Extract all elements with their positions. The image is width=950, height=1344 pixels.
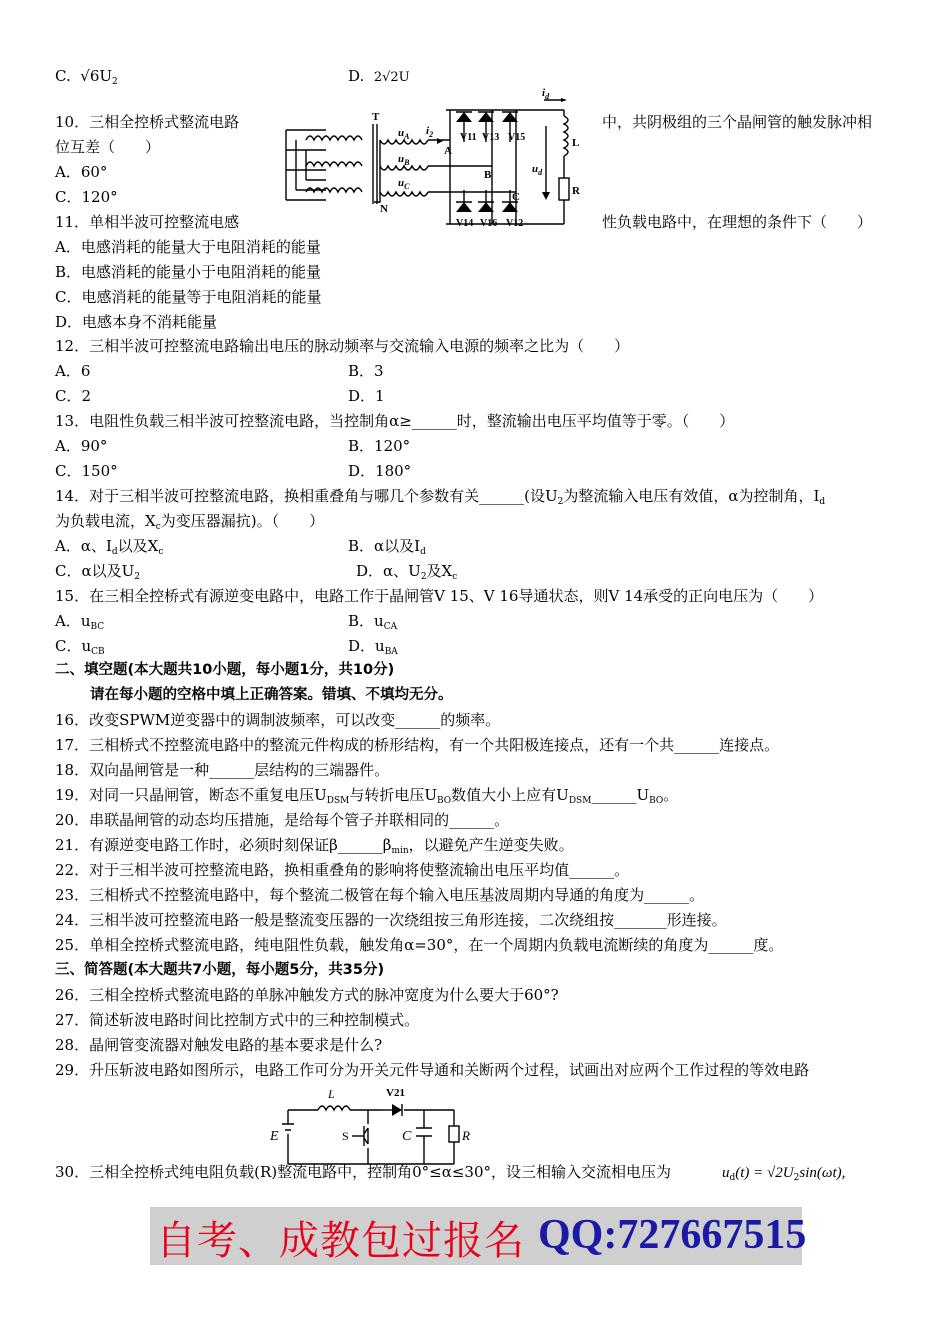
q16: 16．改变SPWM逆变器中的调制波频率，可以改变______的频率。 [55, 711, 501, 729]
q11-option-a: A．电感消耗的能量大于电阻消耗的能量 [55, 238, 321, 256]
q11-option-d: D．电感本身不消耗能量 [55, 313, 218, 331]
q15-option-b: B．$u_{CA}$ [348, 612, 398, 632]
promo-banner [150, 1207, 807, 1265]
q27: 27．简述斩波电路时间比控制方式中的三种控制模式。 [55, 1011, 420, 1029]
label-R2: R [462, 1128, 470, 1143]
label-C2: C [402, 1129, 412, 1144]
label-V12: V12 [506, 218, 524, 229]
label-V11: V11 [460, 132, 477, 143]
q10-stem-a: 10．三相全控桥式整流电路 [55, 113, 240, 131]
q14-stem-b: 为负载电流，$X_c$为变压器漏抗)。（ ） [55, 512, 325, 532]
q14-option-b: B．α以及$I_d$ [348, 537, 426, 557]
label-uC: $u_C$ [398, 177, 410, 191]
q11-option-c: C．电感消耗的能量等于电阻消耗的能量 [55, 288, 322, 306]
label-id: $i_d$ [542, 87, 550, 101]
label-V14: V14 [456, 218, 474, 229]
q22: 22．对于三相半波可控整流电路，换相重叠角的影响将使整流输出电压平均值______。 [55, 861, 630, 879]
promo-banner-qq: QQ:727667515 [538, 1212, 807, 1258]
q14-option-a: A．α、$I_d$以及$X_c$ [55, 537, 164, 557]
q10-stem-c: 位互差（ ） [55, 138, 161, 156]
q19: 19．对同一只晶闸管，断态不重复电压$U_{DSM}$与转折电压$U_{BO}$数值大小上应有$U_{DSM}\_\_\_\_\_\_U_{BO}$。 [55, 786, 679, 806]
q12-option-b: B．3 [348, 362, 384, 380]
q30-formula: $u_d(t) = √2U_2\sin(\omega t)$, [722, 1165, 846, 1183]
label-A: A [444, 145, 452, 157]
label-L2: L [328, 1087, 335, 1101]
q23: 23．三相桥式不控整流电路中，每个整流二极管在每个输入电压基波周期内导通的角度为______。 [55, 886, 705, 904]
section2-title: 二、填空题(本大题共10小题，每小题1分，共10分) [55, 662, 395, 678]
q13-option-d: D．180° [348, 462, 412, 480]
q15-stem: 15．在三相全控桥式有源逆变电路中，电路工作于晶闸管V 15、V 16导通状态，则V 14承受的正向电压为（ ） [55, 587, 824, 605]
label-R: R [572, 185, 580, 197]
q10-option-a: A．60° [55, 163, 108, 181]
q11-option-b: B．电感消耗的能量小于电阻消耗的能量 [55, 263, 322, 281]
q12-option-c: C．2 [55, 387, 92, 405]
q25: 25．单相全控桥式整流电路，纯电阻性负载，触发角α=30°，在一个周期内负载电流断续的角度为______度。 [55, 936, 784, 954]
q9-option-d: D. 2√2U [348, 67, 410, 85]
q17: 17．三相桥式不控整流电路中的整流元件构成的桥形结构，有一个共阳极连接点，还有一个共______连接点。 [55, 736, 780, 754]
q11-stem-b: 性负载电路中，在理想的条件下（ ） [602, 213, 873, 231]
q11-stem-a: 11．单相半波可控整流电感 [55, 213, 240, 231]
q18: 18．双向晶闸管是一种______层结构的三端器件。 [55, 761, 390, 779]
q13-option-a: A．90° [55, 437, 108, 455]
label-uB: $u_B$ [398, 153, 410, 167]
label-E: E [270, 1129, 279, 1144]
label-V21: V21 [386, 1087, 405, 1099]
label-C: C [512, 191, 520, 203]
q20: 20．串联晶闸管的动态均压措施，是给每个管子并联相同的______。 [55, 811, 510, 829]
q13-option-c: C．150° [55, 462, 118, 480]
q24: 24．三相半波可控整流电路一般是整流变压器的一次绕组按三角形连接，二次绕组按_______形连接。 [55, 911, 727, 929]
q12-option-a: A．6 [55, 362, 91, 380]
q15-option-d: D．$u_{BA}$ [348, 637, 398, 657]
q30-stem: 30．三相全控桥式纯电阻负载(R)整流电路中，控制角0°≤α≤30°，设三相输入交流相电压为 [55, 1163, 671, 1181]
label-V15: V15 [508, 132, 526, 143]
label-i2: $i_2$ [426, 125, 434, 139]
three-phase-bridge-diagram [276, 86, 594, 232]
q26: 26．三相全控桥式整流电路的单脉冲触发方式的脉冲宽度为什么要大于60°? [55, 986, 559, 1004]
q14-option-d: D．α、$U_2$及$X_c$ [356, 562, 458, 582]
label-S: S [342, 1129, 349, 1143]
label-uA: $u_A$ [398, 127, 410, 141]
q9-option-c: C. $√6U_2$ [55, 67, 118, 87]
label-T: T [372, 111, 380, 123]
q29: 29．升压斩波电路如图所示，电路工作可分为开关元件导通和关断两个过程，试画出对应两个工作过程的等效电路 [55, 1061, 810, 1079]
label-ud: $u_d$ [532, 163, 543, 177]
label-B: B [484, 169, 492, 181]
q21: 21．有源逆变电路工作时，必须时刻保证$\beta\_\_\_\_\_\_\beta_{min}$，以避免产生逆变失败。 [55, 836, 574, 856]
boost-chopper-diagram [268, 1084, 478, 1168]
label-V13: V13 [482, 132, 500, 143]
q12-stem: 12．三相半波可控整流电路输出电压的脉动频率与交流输入电源的频率之比为（ ） [55, 337, 630, 355]
section2-instruction: 请在每小题的空格中填上正确答案。错填、不填均无分。 [90, 687, 453, 703]
q15-option-c: C．$u_{CB}$ [55, 637, 105, 657]
section3-title: 三、简答题(本大题共7小题，每小题5分，共35分) [55, 962, 385, 978]
q14-stem-a: 14．对于三相半波可控整流电路，换相重叠角与哪几个参数有关______(设$U_2$为整流输入电压有效值，α为控制角，$I_d$ [55, 487, 826, 507]
q28: 28．晶闸管变流器对触发电路的基本要求是什么? [55, 1036, 383, 1054]
label-V16: V16 [480, 218, 498, 229]
promo-banner-text: 自考、成教包过报名 [156, 1218, 525, 1264]
label-N: N [380, 203, 388, 215]
q13-stem: 13．电阻性负载三相半波可控整流电路，当控制角α≥______时，整流输出电压平均值等于零。（ ） [55, 412, 735, 430]
q13-option-b: B．120° [348, 437, 411, 455]
q15-option-a: A．$u_{BC}$ [55, 612, 105, 632]
q14-option-c: C．α以及$U_2$ [55, 562, 140, 582]
q12-option-d: D．1 [348, 387, 385, 405]
q10-option-c: C．120° [55, 188, 118, 206]
q10-stem-b: 中，共阴极组的三个晶闸管的触发脉冲相 [602, 113, 873, 131]
label-L: L [572, 137, 580, 149]
